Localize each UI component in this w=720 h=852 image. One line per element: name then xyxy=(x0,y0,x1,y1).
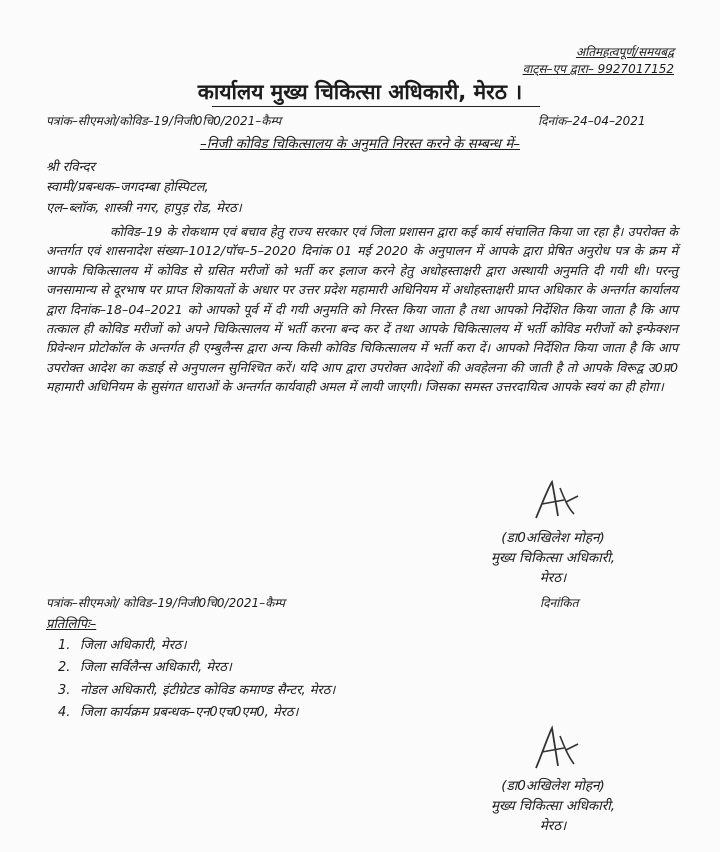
office-title-underline xyxy=(212,106,540,107)
signatory-title: मुख्य चिकित्सा अधिकारी, xyxy=(490,550,616,566)
copy-list xyxy=(58,635,335,725)
signatory-title: मुख्य चिकित्सा अधिकारी, xyxy=(490,798,616,814)
reference-date: दिनांक–24–04–2021 xyxy=(538,114,646,128)
copy-reference-date: दिनांकित xyxy=(540,596,579,610)
signature-block-1 xyxy=(468,528,638,588)
letter-body: कोविड–19 के रोकथाम एवं बचाव हेतु राज्य सरकार एवं जिला प्रशासन द्वारा कई कार्य संचालित किया जा रहा है। उपरोक्त के अन्तर्गत एवं शासनादेश संख्या–1012/पॉच–5–2020 दिनांक 01 मई 2020 के अनुपालन में आपके द्वारा प्रेषित अनुरोध पत्र के क्रम में आपके चिकित्सालय में कोविड से ग्रसित मरीजों को भर्ती कर इलाज करने हेतु अधोहस्ताक्षरी द्वारा अस्थायी अनुमति दी गयी थी। परन्तु जनसामान्य से दूरभाष पर प्राप्त शिकायतों के अधार पर उत्तर प्रदेश महामारी अधिनियम में अधोहस्ताक्षरी प्राप्त अधिकार के अन्तर्गत कार्यालय द्वारा दिनांक–18–04–2021 को आपको पूर्व में दी गयी अनुमति को निरस्त किया जाता है तथा आपको निर्देशित किया जाता है कि आप तत्काल ही कोविड मरीजों को अपने चिकित्सालय में भर्ती करना बन्द कर दें तथा आपके चिकित्सालय में भर्ती कोविड मरीजों को इन्फेक्शन प्रिवेन्शन प्रोटोकॉल के अन्तर्गत ही एम्बुलैन्स द्वारा अन्य किसी कोविड चिकित्सालय में भर्ती करा दें। आपको निर्देशित किया जाता है कि आप उपरोक्त आदेश का कडाई से अनुपालन सुनिश्चित करें। यदि आप द्वारा उपरोक्त आदेशों की अवहेलना की जाती है तो आपके विरूद्व उ0प्र0 महामारी अधिनियम के सुसंगत धाराओं के अन्तर्गत कार्यवाही अमल में लायी जाएगी। जिसका समस्त उत्तरदायित्व आपके स्वयं का ही होगा। xyxy=(46,224,678,395)
signatory-place: मेरठ। xyxy=(539,570,567,586)
signatory-name: (डा0अखिलेश मोहन) xyxy=(501,530,605,546)
office-title: कार्यालय मुख्य चिकित्सा अधिकारी, मेरठ । xyxy=(197,80,523,104)
signature-block-2 xyxy=(468,776,638,836)
delivery-note: वाट्स–एप द्वारा– 9927017152 xyxy=(522,62,674,76)
reference-number: पत्रांक–सीएमओ/कोविड–19/निजी0चि0/2021–कैम्प xyxy=(46,114,282,128)
signatory-name: (डा0अखिलेश मोहन) xyxy=(501,778,605,794)
addressee-address: एल–ब्लॉक, शास्त्री नगर, हापुड़ रोड, मेरठ। xyxy=(46,201,242,216)
copy-heading: प्रतिलिपिः– xyxy=(46,617,97,632)
list-item: 3. नोडल अधिकारी, इंटीग्रेटड कोविड कमाण्ड सैन्टर, मेरठ। xyxy=(58,682,336,698)
list-item: 2. जिला सर्विलैन्स अधिकारी, मेरठ। xyxy=(58,660,232,676)
addressee-name: श्री रविन्दर xyxy=(46,160,95,175)
list-item: 1. जिला अधिकारी, मेरठ। xyxy=(58,638,187,653)
addressee-designation: स्वामी/प्रबन्धक–जगदम्बा होस्पिटल, xyxy=(46,180,209,195)
list-item: 4. जिला कार्यक्रम प्रबन्धक–एन0एच0एम0, मेरठ। xyxy=(58,705,299,721)
copy-reference-number: पत्रांक–सीएमओ/ कोविड–19/निजी0चि0/2021–कैम्प xyxy=(46,596,285,610)
signature-mark-2 xyxy=(530,724,582,772)
header-notes xyxy=(523,44,674,78)
subject-line: –निजी कोविड चिकित्सालय के अनुमति निरस्त करने के सम्बन्ध में– xyxy=(199,136,521,152)
signature-mark-1 xyxy=(530,478,582,522)
signatory-place: मेरठ। xyxy=(539,818,567,834)
priority-note: अतिमहत्वपूर्ण/समयबद्व xyxy=(575,45,674,59)
